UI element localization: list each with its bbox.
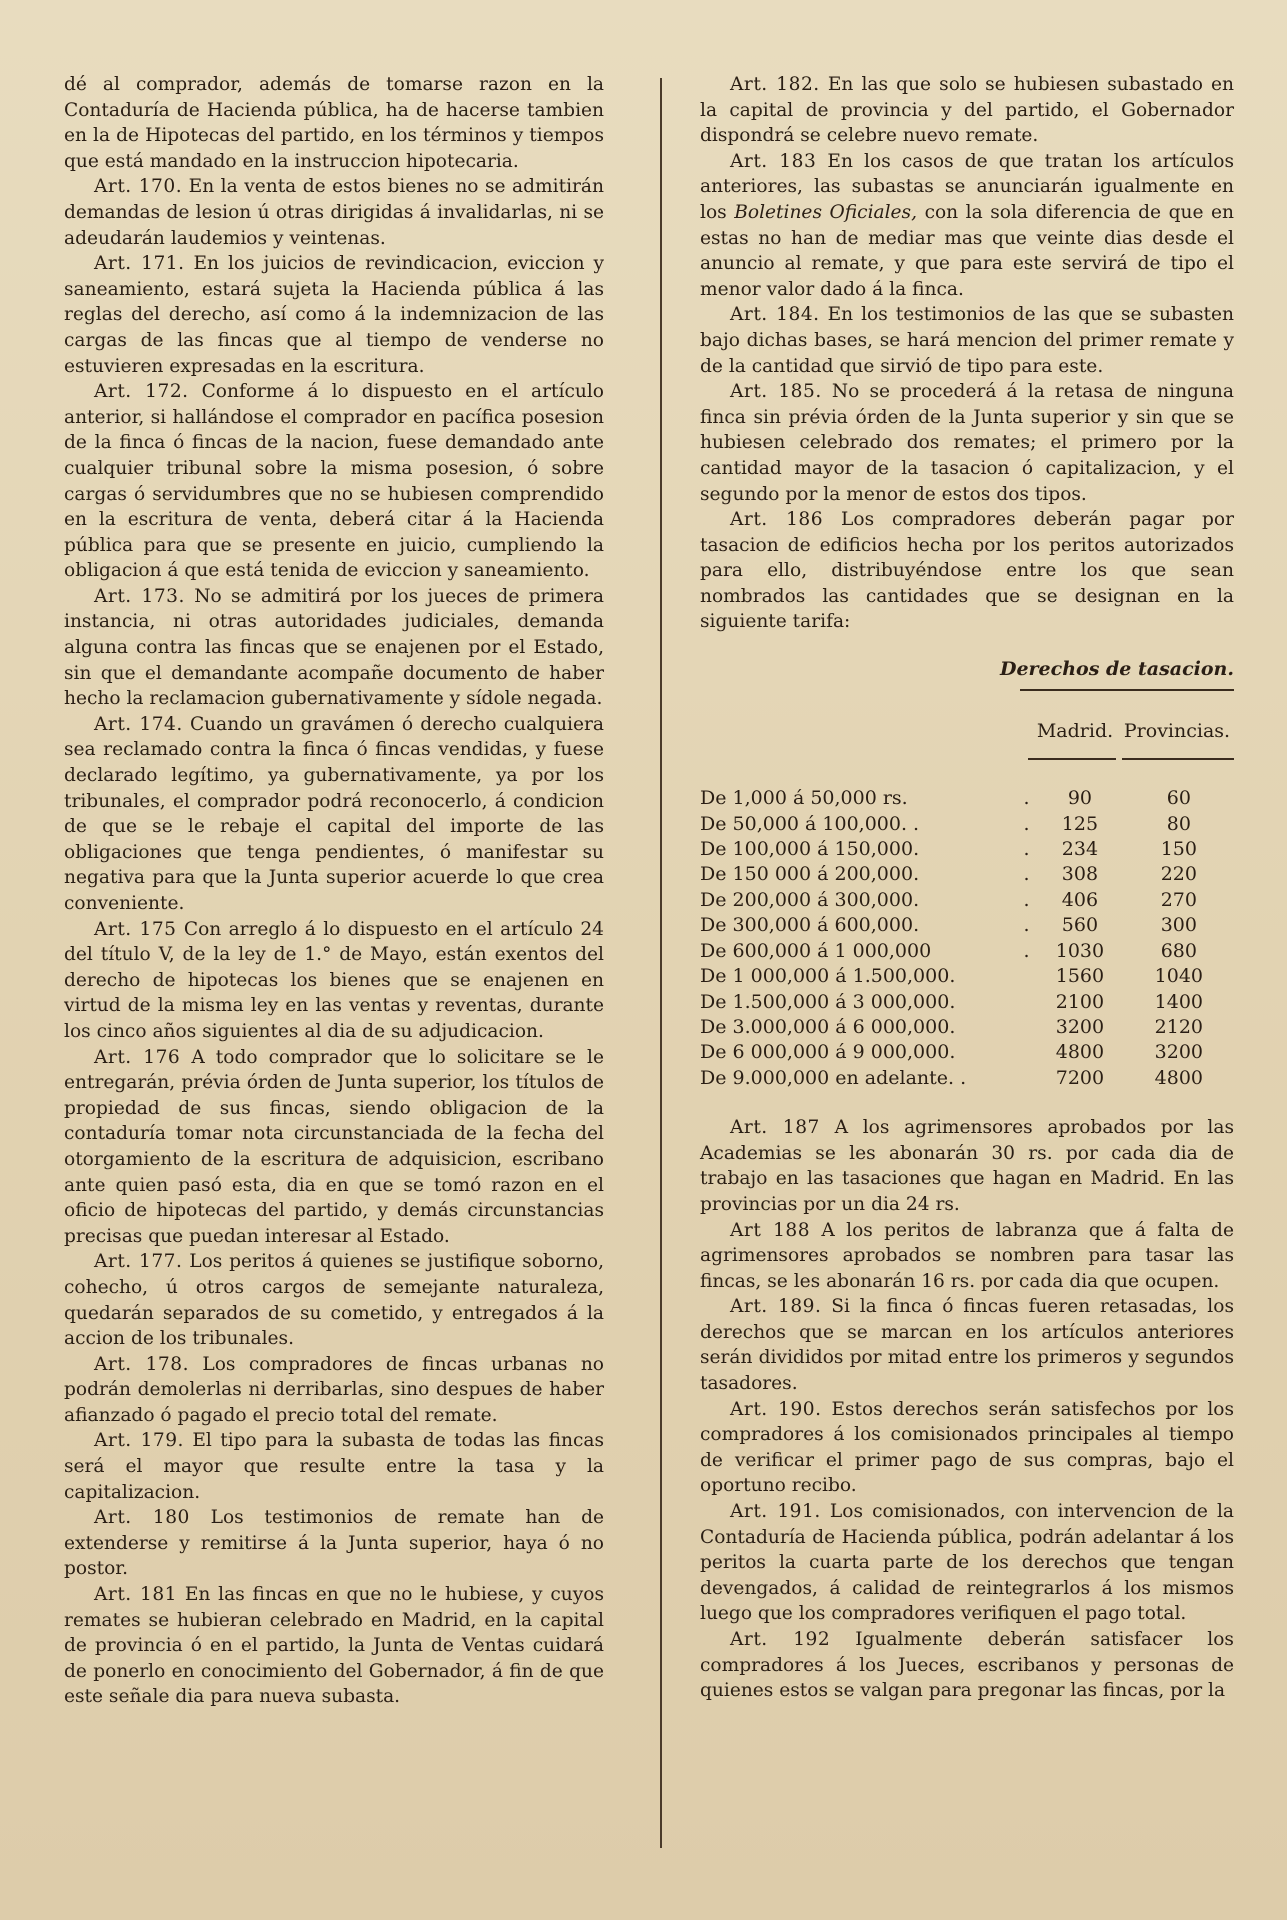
article-number: Art. 186: [730, 509, 824, 531]
left-column: [64, 72, 604, 1710]
article-number: Art 188: [730, 1219, 811, 1241]
tariff-cell-dot: .: [1023, 838, 1030, 861]
tariff-section: [700, 657, 1234, 1091]
article-190: Art. 190. Estos derechos serán satisfechos por los compradores á los comisionados principales al tiempo de verificar el primer pago de sus compras, bajo el oportuno recibo.: [700, 1398, 1234, 1497]
article-number: Art. 189.: [730, 1296, 822, 1318]
tariff-cell-madrid: 406: [1061, 888, 1099, 911]
article-186: Art. 186 Los compradores deberán pagar por tasacion de edificios hecha por los peritos autorizados para ello, distribuyéndose entre los que sean nombrados las cantidades que se designan en la siguiente tarifa:: [700, 509, 1235, 633]
tariff-cell-dot: .: [1023, 863, 1030, 886]
article-number: Art. 192: [730, 1629, 831, 1650]
article-number: Art. 170.: [94, 176, 183, 198]
tariff-cell-dot: [1017, 990, 1036, 1015]
tariff-cell-prov: 680: [1160, 939, 1197, 962]
tariff-cell-madrid: 7200: [1055, 1066, 1105, 1089]
header-rule: [1028, 758, 1116, 760]
article-number: Art. 171.: [94, 253, 185, 275]
article-number: Art. 175: [94, 918, 177, 940]
paragraph: dé al comprador, además de tomarse razon en la Contaduría de Hacienda pública, ha de hacerse tambien en la de Hipotecas del partido, en los términos y tiempos que está mandado en la instruccion hipotecaria.: [64, 74, 604, 172]
tariff-cell-range: De 300,000 á 600,000.: [700, 914, 920, 937]
column-header-madrid: Madrid.: [1036, 719, 1114, 742]
tariff-row: [700, 1015, 1234, 1040]
article-number: Art. 182.: [730, 74, 820, 95]
article-173: Art. 173. No se admitirá por los jueces de primera instancia, ni otras autoridades judiciales, demanda alguna contra las fincas que se enajenen por el Estado, sin que el demandante acompañe documento de haber hecho la reclamacion gubernativamente y sídole negada.: [64, 585, 604, 710]
articles-after-tariff: [700, 1115, 1234, 1704]
column-header-provincias: Provincias.: [1123, 719, 1231, 742]
tariff-cell-range: De 600,000 á 1 000,000: [700, 939, 932, 962]
article-182: Art. 182. En las que solo se hubiesen subastado en la capital de provincia y del partido, el Gobernador dispondrá se celebre nuevo remate.: [700, 74, 1234, 147]
tariff-cell-prov: 1040: [1154, 965, 1204, 988]
article-183: Art. 183 En los casos de que tratan los artículos anteriores, las subastas se anunciarán igualmente en los Boletines Oficiales, con la sola diferencia de que en estas no han de mediar mas que veinte dias desde el anuncio al remate, y que para este servirá de tipo el menor valor dado á la finca.: [700, 150, 1235, 300]
tariff-cell-range: De 1 000,000 á 1.500,000.: [700, 965, 956, 988]
italic-term: Boletines Oficiales,: [734, 201, 918, 223]
article-181: Art. 181 En las fincas en que no le hubiese, y cuyos remates se hubieran celebrado en Madrid, en la capital de provincia ó en el partido, la Junta de Ventas cuidará de ponerlo en conocimiento del Gobernador, á fin de que este señale dia para nueva subasta.: [64, 1584, 604, 1708]
article-189: Art. 189. Si la finca ó fincas fueren retasadas, los derechos que se marcan en los artículos anteriores serán divididos por mitad entre los primeros y segundos tasadores.: [700, 1296, 1234, 1395]
tariff-cell-range: De 100,000 á 150,000.: [700, 838, 920, 861]
tariff-row: [700, 913, 1234, 938]
tariff-cell-madrid: 90: [1067, 787, 1092, 810]
tariff-cell-dot: [1017, 1015, 1036, 1040]
tariff-cell-dot: [1017, 1040, 1036, 1065]
article-number: Art. 181: [94, 1584, 177, 1606]
tariff-cell-dot: .: [1023, 787, 1030, 810]
tariff-cell-madrid: 560: [1061, 914, 1099, 937]
tariff-cell-madrid: 1030: [1055, 939, 1105, 962]
tariff-cell-madrid: 3200: [1055, 1015, 1105, 1038]
tariff-cell-madrid: 1560: [1055, 965, 1105, 988]
article-179: Art. 179. El tipo para la subasta de todas las fincas será el mayor que resulte entre la tasa y la capitalizacion.: [64, 1430, 604, 1503]
tariff-cell-range: De 9.000,000 en adelante. .: [700, 1066, 967, 1089]
tariff-row: [700, 1040, 1234, 1065]
tariff-row: [700, 964, 1234, 989]
right-column: [700, 72, 1234, 1704]
tariff-cell-prov: 3200: [1154, 1041, 1204, 1064]
article-number: Art. 174.: [94, 713, 183, 735]
tariff-cell-madrid: 308: [1061, 863, 1099, 886]
column-divider: [660, 78, 662, 1848]
tariff-cell-dot: .: [1023, 914, 1030, 937]
article-184: Art. 184. En los testimonios de las que se subasten bajo dichas bases, se hará mencion del primer remate y de la cantidad que sirvió de tipo para este.: [700, 304, 1234, 377]
tariff-cell-madrid: 4800: [1055, 1041, 1105, 1064]
article-191: Art. 191. Los comisionados, con intervencion de la Contaduría de Hacienda pública, podrán adelantar á los peritos la cuarta parte de los derechos que tengan devengados, á calidad de reintegrarlos á los mismos luego que los compradores verifiquen el pago total.: [700, 1501, 1235, 1625]
tariff-row: [700, 888, 1234, 913]
article-number: Art. 183: [730, 150, 817, 172]
tariff-row: [700, 812, 1234, 837]
tariff-cell-range: De 50,000 á 100,000. .: [700, 812, 920, 835]
article-number: Art. 172.: [94, 381, 189, 403]
article-number: Art. 185.: [730, 381, 822, 403]
tariff-cell-prov: 2120: [1154, 1015, 1204, 1038]
article-177: Art. 177. Los peritos á quienes se justifique soborno, cohecho, ú otros cargos de semejante naturaleza, quedarán separados de su cometido, y entregados á la accion de los tribunales.: [64, 1251, 604, 1350]
article-number: Art. 177.: [94, 1251, 183, 1273]
article-number: Art. 173.: [94, 585, 185, 607]
tariff-cell-range: De 150 000 á 200,000.: [700, 863, 920, 886]
article-185: Art. 185. No se procederá á la retasa de ninguna finca sin prévia órden de la Junta superior y sin que se hubiesen celebrado dos remates; el primero por la cantidad mayor de la tasacion ó capitalizacion, y el segundo por la menor de estos dos tipos.: [700, 381, 1234, 505]
tariff-cell-range: De 1,000 á 50,000 rs.: [700, 787, 908, 810]
article-number: Art. 191.: [730, 1501, 821, 1523]
article-number: Art. 176: [94, 1046, 181, 1068]
article-number: Art. 184.: [730, 304, 820, 326]
tariff-title: Derechos de tasacion.: [999, 658, 1234, 681]
tariff-row: [700, 837, 1234, 862]
article-number: Art. 187: [730, 1117, 820, 1139]
tariff-cell-dot: .: [1023, 888, 1030, 911]
article-number: Art. 180: [94, 1507, 190, 1529]
article-number: Art. 190.: [730, 1398, 822, 1420]
article-180: Art. 180 Los testimonios de remate han de extenderse y remitirse á la Junta superior, haya ó no postor.: [64, 1507, 604, 1580]
tariff-cell-dot: [1017, 964, 1036, 989]
tariff-cell-madrid: 2100: [1055, 990, 1105, 1013]
article-192: Art. 192 Igualmente deberán satisfacer los compradores á los Jueces, escribanos y personas de quienes estos se valgan para pregonar las fincas, por la: [700, 1629, 1234, 1702]
tariff-cell-prov: 300: [1160, 914, 1197, 937]
tariff-row: [700, 786, 1234, 811]
tariff-cell-dot: [1017, 1066, 1036, 1091]
article-172: Art. 172. Conforme á lo dispuesto en el artículo anterior, si hallándose el comprador en pacífica posesion de la finca ó fincas de la nacion, fuese demandado ante cualquier tribunal sobre la misma posesion, ó sobre cargas ó servidumbres que no se hubiesen comprendido en la escritura de venta, deberá citar á la Hacienda pública para que se presente en juicio, cumpliendo la obligacion á que está tenida de eviccion y saneamiento.: [64, 381, 604, 582]
tariff-row: [700, 1066, 1234, 1091]
article-number: Art. 178.: [94, 1353, 189, 1375]
article-188: Art 188 A los peritos de labranza que á falta de agrimensores aprobados se nombren para tasar las fincas, se les abonarán 16 rs. por cada dia que ocupen.: [700, 1219, 1234, 1292]
tariff-cell-range: De 3.000,000 á 6 000,000.: [700, 1015, 956, 1038]
header-rule: [1122, 758, 1234, 760]
tariff-cell-prov: 60: [1166, 787, 1191, 810]
tariff-cell-prov: 80: [1166, 812, 1191, 835]
tariff-header-rules: [700, 758, 1234, 760]
tariff-row: [700, 939, 1234, 964]
tariff-cell-range: De 1.500,000 á 3 000,000.: [700, 990, 956, 1013]
tariff-row: [700, 862, 1234, 887]
article-176: Art. 176 A todo comprador que lo solicitare se le entregarán, prévia órden de Junta superior, los títulos de propiedad de sus fincas, siendo obligacion de la contaduría tomar nota circunstanciada de la fecha del otorgamiento de la escritura de adquisicion, escribano ante quien pasó esta, dia en que se tomó razon en el oficio de hipotecas del partido, y demás circunstancias precisas que puedan interesar al Estado.: [64, 1046, 604, 1247]
article-178: Art. 178. Los compradores de fincas urbanas no podrán demolerlas ni derribarlas, sino despues de haber afianzado ó pagado el precio total del remate.: [64, 1353, 604, 1426]
tariff-cell-prov: 1400: [1154, 990, 1204, 1013]
tariff-row: [700, 990, 1234, 1015]
tariff-header: [700, 719, 1234, 745]
article-187: Art. 187 A los agrimensores aprobados por las Academias se les abonarán 30 rs. por cada dia de trabajo en las tasaciones que hagan en Madrid. En las provincias por un dia 24 rs.: [700, 1117, 1234, 1215]
tariff-cell-prov: 220: [1160, 863, 1197, 886]
tariff-cell-madrid: 125: [1061, 812, 1099, 835]
tariff-cell-range: De 200,000 á 300,000.: [700, 888, 920, 911]
tariff-cell-madrid: 234: [1061, 838, 1099, 861]
tariff-table: [700, 786, 1234, 1091]
article-number: Art. 179.: [94, 1430, 184, 1452]
article-171: Art. 171. En los juicios de revindicacion, eviccion y saneamiento, estará sujeta la Hacienda pública á las reglas del derecho, así como á la indemnizacion de las cargas de las fincas que al tiempo de venderse no estuvieren expresadas en la escritura.: [64, 253, 604, 377]
tariff-cell-range: De 6 000,000 á 9 000,000.: [700, 1041, 956, 1064]
tariff-title-rule: [1020, 689, 1234, 691]
article-175: Art. 175 Con arreglo á lo dispuesto en el artículo 24 del título V, de la ley de 1.° de Mayo, están exentos del derecho de hipotecas los bienes que se enajenen en virtud de la misma ley en las ventas y reventas, durante los cinco años siguientes al dia de su adjudicacion.: [64, 918, 604, 1042]
article-170: Art. 170. En la venta de estos bienes no se admitirán demandas de lesion ú otras dirigidas á invalidarlas, ni se adeudarán laudemios y veintenas.: [64, 176, 604, 249]
article-174: Art. 174. Cuando un gravámen ó derecho cualquiera sea reclamado contra la finca ó fincas vendidas, y fuese declarado legítimo, ya gubernativamente, ya por los tribunales, el comprador podrá reconocerlo, á condicion de que se le rebaje el capital del importe de las obligaciones que tenga pendientes, ó manifestar su negativa para que la Junta superior acuerde lo que crea conveniente.: [64, 713, 604, 914]
tariff-cell-prov: 150: [1160, 838, 1197, 861]
tariff-cell-dot: .: [1023, 812, 1030, 835]
tariff-cell-prov: 4800: [1154, 1066, 1204, 1089]
tariff-cell-dot: .: [1023, 939, 1030, 962]
tariff-cell-prov: 270: [1160, 888, 1197, 911]
